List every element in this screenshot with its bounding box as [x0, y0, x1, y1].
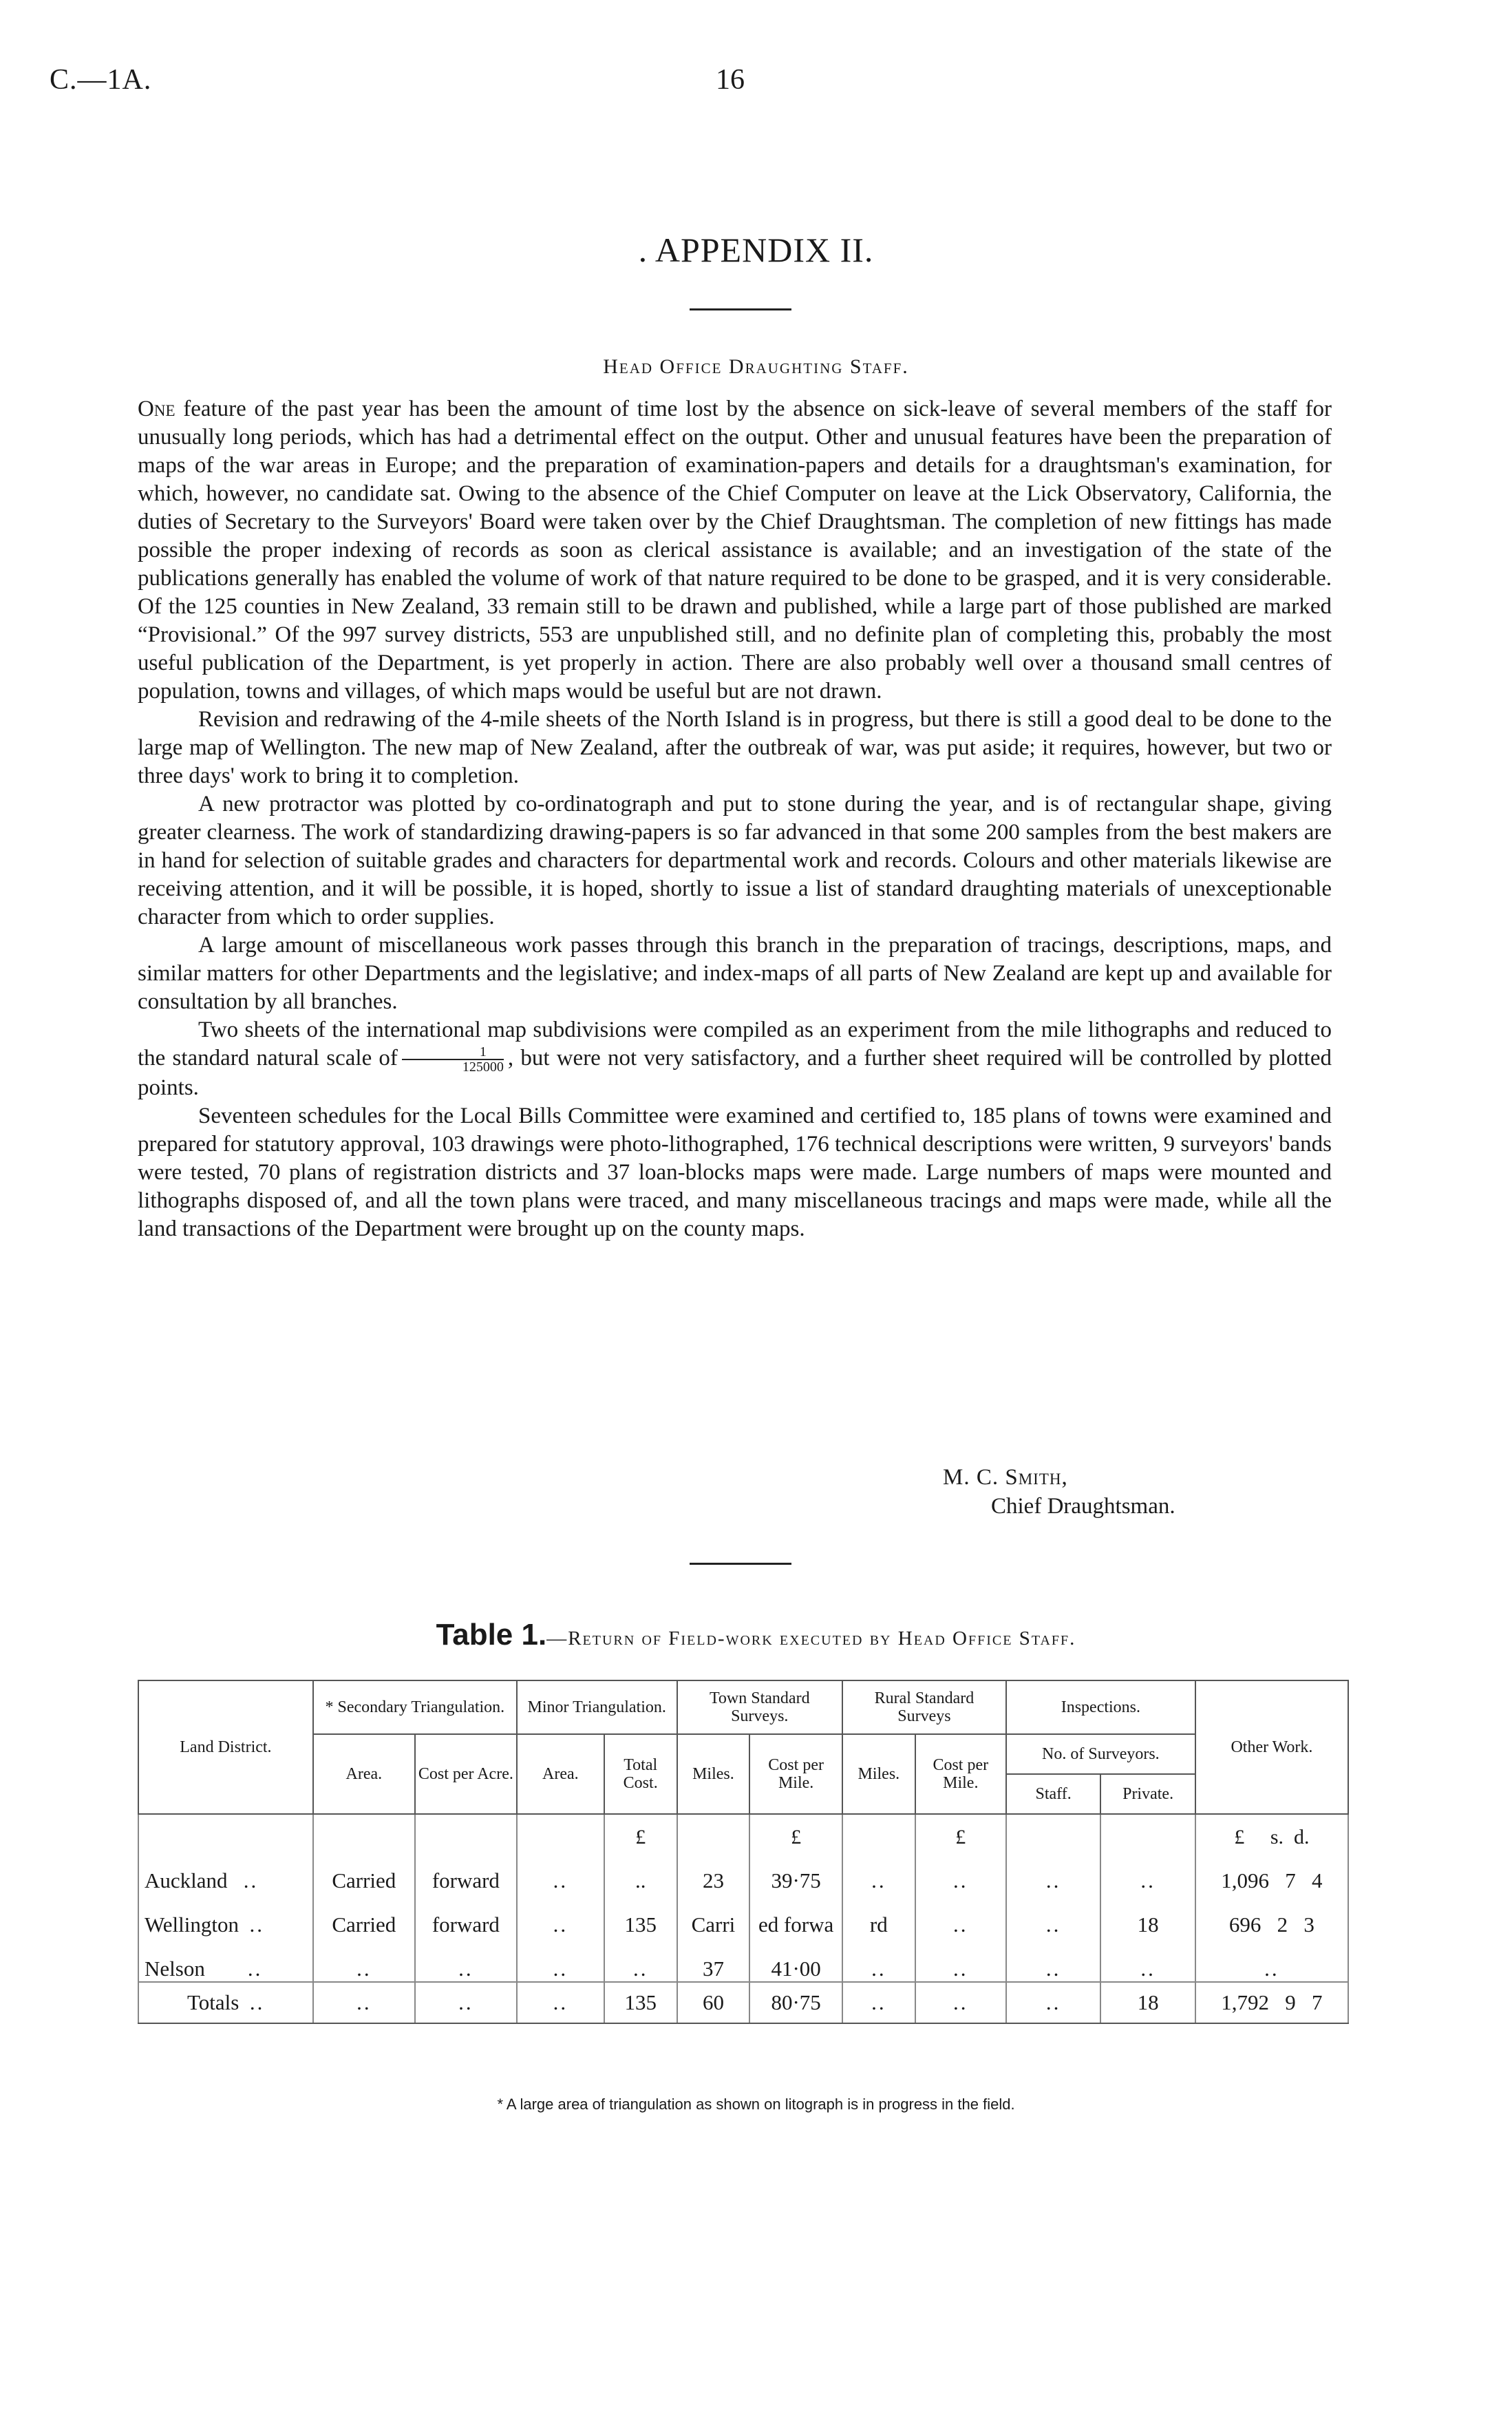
paragraph-4: A large amount of miscellaneous work passes through this branch in the preparation of tracings, descriptions, maps, and similar matters for other Departments and the legislative; and index-maps of all parts of New Zealand are kept up and available for consultation by all branches. — [138, 933, 1332, 1014]
cell-min-total: .. — [604, 1849, 677, 1893]
total-staff: .. — [1006, 1982, 1100, 2023]
header-sec-area: Area. — [313, 1734, 415, 1814]
cell-min-total: .. — [604, 1937, 677, 1982]
cell-town-cost: 41·00 — [749, 1937, 842, 1982]
cell-staff: .. — [1006, 1937, 1100, 1982]
header-min-total-cost: Total Cost. — [604, 1734, 677, 1814]
header-inspections: Inspections. — [1006, 1680, 1195, 1734]
cell-town-miles: Carri — [677, 1893, 750, 1937]
field-work-table — [138, 1680, 1349, 2024]
header-no-of-surveyors: No. of Surveyors. — [1006, 1734, 1195, 1774]
cell-min-area: .. — [517, 1849, 604, 1893]
total-private: 18 — [1100, 1982, 1195, 2023]
district-cell: Wellington .. — [138, 1893, 313, 1937]
cell-town-cost: 39·75 — [749, 1849, 842, 1893]
cell-rural-cost: .. — [915, 1893, 1006, 1937]
cell-rural-miles: .. — [842, 1849, 915, 1893]
totals-label: Totals .. — [138, 1982, 313, 2023]
total-town-miles: 60 — [677, 1982, 750, 2023]
cell-sec-area: Carried — [313, 1849, 415, 1893]
lead-word: One — [138, 397, 175, 421]
total-min-area: .. — [517, 1982, 604, 2023]
cell-min-total: 135 — [604, 1893, 677, 1937]
table-row — [138, 1849, 1348, 1893]
header-land-district: Land District. — [138, 1680, 313, 1814]
cell-private: .. — [1100, 1937, 1195, 1982]
table-title — [0, 1618, 1512, 1652]
page-number: 16 — [716, 64, 745, 96]
title-rule — [690, 308, 791, 310]
fraction-denominator: 125000 — [462, 1059, 504, 1075]
cell-sec-area: Carried — [313, 1893, 415, 1937]
district-cell: Nelson .. — [138, 1937, 313, 1982]
cell-staff: .. — [1006, 1849, 1100, 1893]
signature-name: M. C. Smith, — [943, 1465, 1068, 1490]
unit-rural-cost: £ — [915, 1814, 1006, 1849]
cell-rural-cost: .. — [915, 1937, 1006, 1982]
cell-private: .. — [1100, 1849, 1195, 1893]
paragraph-5 — [138, 1016, 1332, 1102]
header-rural-standard-surveys: Rural Standard Surveys — [842, 1680, 1006, 1734]
header-min-area: Area. — [517, 1734, 604, 1814]
fraction-numerator: 1 — [402, 1045, 504, 1060]
paragraph-1 — [138, 395, 1332, 706]
header-rural-miles: Miles. — [842, 1734, 915, 1814]
cell-town-cost: ed forwa — [749, 1893, 842, 1937]
header-private: Private. — [1100, 1774, 1195, 1814]
total-rural-miles: .. — [842, 1982, 915, 2023]
paragraph-6: Seventeen schedules for the Local Bills Committee were examined and certified to, 185 plans of towns were examined and prepared for statutory approval, 103 drawings were photo-lithographed, 176 technical descriptions were written, 9 surveyors' bands were tested, 70 plans of registration districts and 37 loan-blocks maps were made. Large numbers of maps were mounted and lithographs disposed of, and all the town plans were traced, and many miscellaneous tracings and maps were made, while all the land transactions of the Department were brought up on the county maps. — [138, 1104, 1332, 1242]
header-sec-cost-per-acre: Cost per Acre. — [415, 1734, 517, 1814]
cell-rural-miles: .. — [842, 1937, 915, 1982]
total-sec-cost: .. — [415, 1982, 517, 2023]
paragraph-1-text: feature of the past year has been the amount of time lost by the absence on sick-leave of several members of the staff for unusually long periods, which has had a detrimental effect on the output. Other and unusual features have been the preparation of maps of the war areas in Europe; and the preparation of examination-papers and details for a draughtsman's examination, for which, however, no candidate sat. Owing to the absence of the Chief Computer on leave at the Lick Observatory, California, the duties of Secretary to the Surveyors' Board were taken over by the Chief Draughtsman. The completion of new fittings has made possible the proper indexing of records as soon as clerical assistance is available; and an investigation of the state of the publications generally has enabled the volume of work of that nature required to be done to be grasped, and it is very considerable. Of the 125 counties in New Zealand, 33 remain still to be drawn and published, while a large part of those published are marked “Provisional.” Of the 997 survey districts, 553 are unpublished still, and no definite plan of completing this, probably the most useful publication of the Department, is yet properly in action. There are also probably well over a thousand small centres of population, towns and villages, of which maps would be useful but are not drawn. — [138, 397, 1332, 704]
total-town-cost: 80·75 — [749, 1982, 842, 2023]
total-min-total: 135 — [604, 1982, 677, 2023]
cell-min-area: .. — [517, 1937, 604, 1982]
paragraph-5-text-before: Two sheets of the international map subdivisions were compiled as an experiment from the mile lithographs and reduced to the standard natural scale of — [138, 1017, 1332, 1071]
table-title-text: —Return of Field-work executed by Head Office Staff. — [546, 1627, 1076, 1649]
signature — [943, 1463, 1175, 1521]
unit-total-cost: £ — [604, 1814, 677, 1849]
cell-min-area: .. — [517, 1893, 604, 1937]
appendix-title: . APPENDIX II. — [638, 231, 874, 269]
total-other-work: 1,792 9 7 — [1195, 1982, 1348, 2023]
cell-sec-cost: forward — [415, 1893, 517, 1937]
cell-other-work: .. — [1195, 1937, 1348, 1982]
header-minor-triangulation: Minor Triangulation. — [517, 1680, 677, 1734]
table-title-number: Table 1. — [436, 1618, 547, 1652]
district-cell: Auckland .. — [138, 1849, 313, 1893]
cell-staff: .. — [1006, 1893, 1100, 1937]
unit-other-work: £ s. d. — [1195, 1814, 1348, 1849]
table-row — [138, 1893, 1348, 1937]
header-other-work: Other Work. — [1195, 1680, 1348, 1814]
units-row — [138, 1814, 1348, 1849]
cell-sec-area: .. — [313, 1937, 415, 1982]
body-text — [138, 395, 1332, 1243]
header-town-miles: Miles. — [677, 1734, 750, 1814]
header-staff: Staff. — [1006, 1774, 1100, 1814]
cell-sec-cost: .. — [415, 1937, 517, 1982]
paragraph-5-text-after: , but were not very satisfactory, and a further sheet required will be controlled by plotted points. — [138, 1046, 1332, 1101]
paragraph-3: A new protractor was plotted by co-ordinatograph and put to stone during the year, and is of rectangular shape, giving greater clearness. The work of standardizing drawing-papers is so far advanced in that some 200 samples from the best makers are in hand for selection of suitable grades and characters for departmental work and records. Colours and other materials likewise are receiving attention, and it will be possible, it is hoped, shortly to issue a list of standard draughting materials of unexceptionable character from which to order supplies. — [138, 792, 1332, 929]
signature-role: Chief Draughtsman. — [991, 1494, 1175, 1519]
cell-rural-cost: .. — [915, 1849, 1006, 1893]
section-heading: Head Office Draughting Staff. — [603, 355, 909, 378]
table-row — [138, 1937, 1348, 1982]
unit-town-cost: £ — [749, 1814, 842, 1849]
table-footnote: * A large area of triangulation as shown on litograph is in progress in the field. — [497, 2096, 1015, 2113]
closing-rule — [690, 1563, 791, 1565]
cell-town-miles: 37 — [677, 1937, 750, 1982]
cell-sec-cost: forward — [415, 1849, 517, 1893]
doc-code: C.—1A. — [50, 64, 152, 96]
header-secondary-triangulation: * Secondary Triangulation. — [313, 1680, 517, 1734]
paragraph-2: Revision and redrawing of the 4-mile sheets of the North Island is in progress, but there is still a good deal to be done to the large map of Wellington. The new map of New Zealand, after the outbreak of war, was put aside; it requires, however, but two or three days' work to bring it to completion. — [138, 707, 1332, 788]
scale-fraction — [402, 1045, 504, 1074]
header-rural-cost-per-mile: Cost per Mile. — [915, 1734, 1006, 1814]
totals-row — [138, 1982, 1348, 2023]
header-town-standard-surveys: Town Standard Surveys. — [677, 1680, 842, 1734]
cell-town-miles: 23 — [677, 1849, 750, 1893]
cell-rural-miles: rd — [842, 1893, 915, 1937]
cell-private: 18 — [1100, 1893, 1195, 1937]
total-rural-cost: .. — [915, 1982, 1006, 2023]
total-sec-area: .. — [313, 1982, 415, 2023]
cell-other-work: 696 2 3 — [1195, 1893, 1348, 1937]
cell-other-work: 1,096 7 4 — [1195, 1849, 1348, 1893]
header-town-cost-per-mile: Cost per Mile. — [749, 1734, 842, 1814]
